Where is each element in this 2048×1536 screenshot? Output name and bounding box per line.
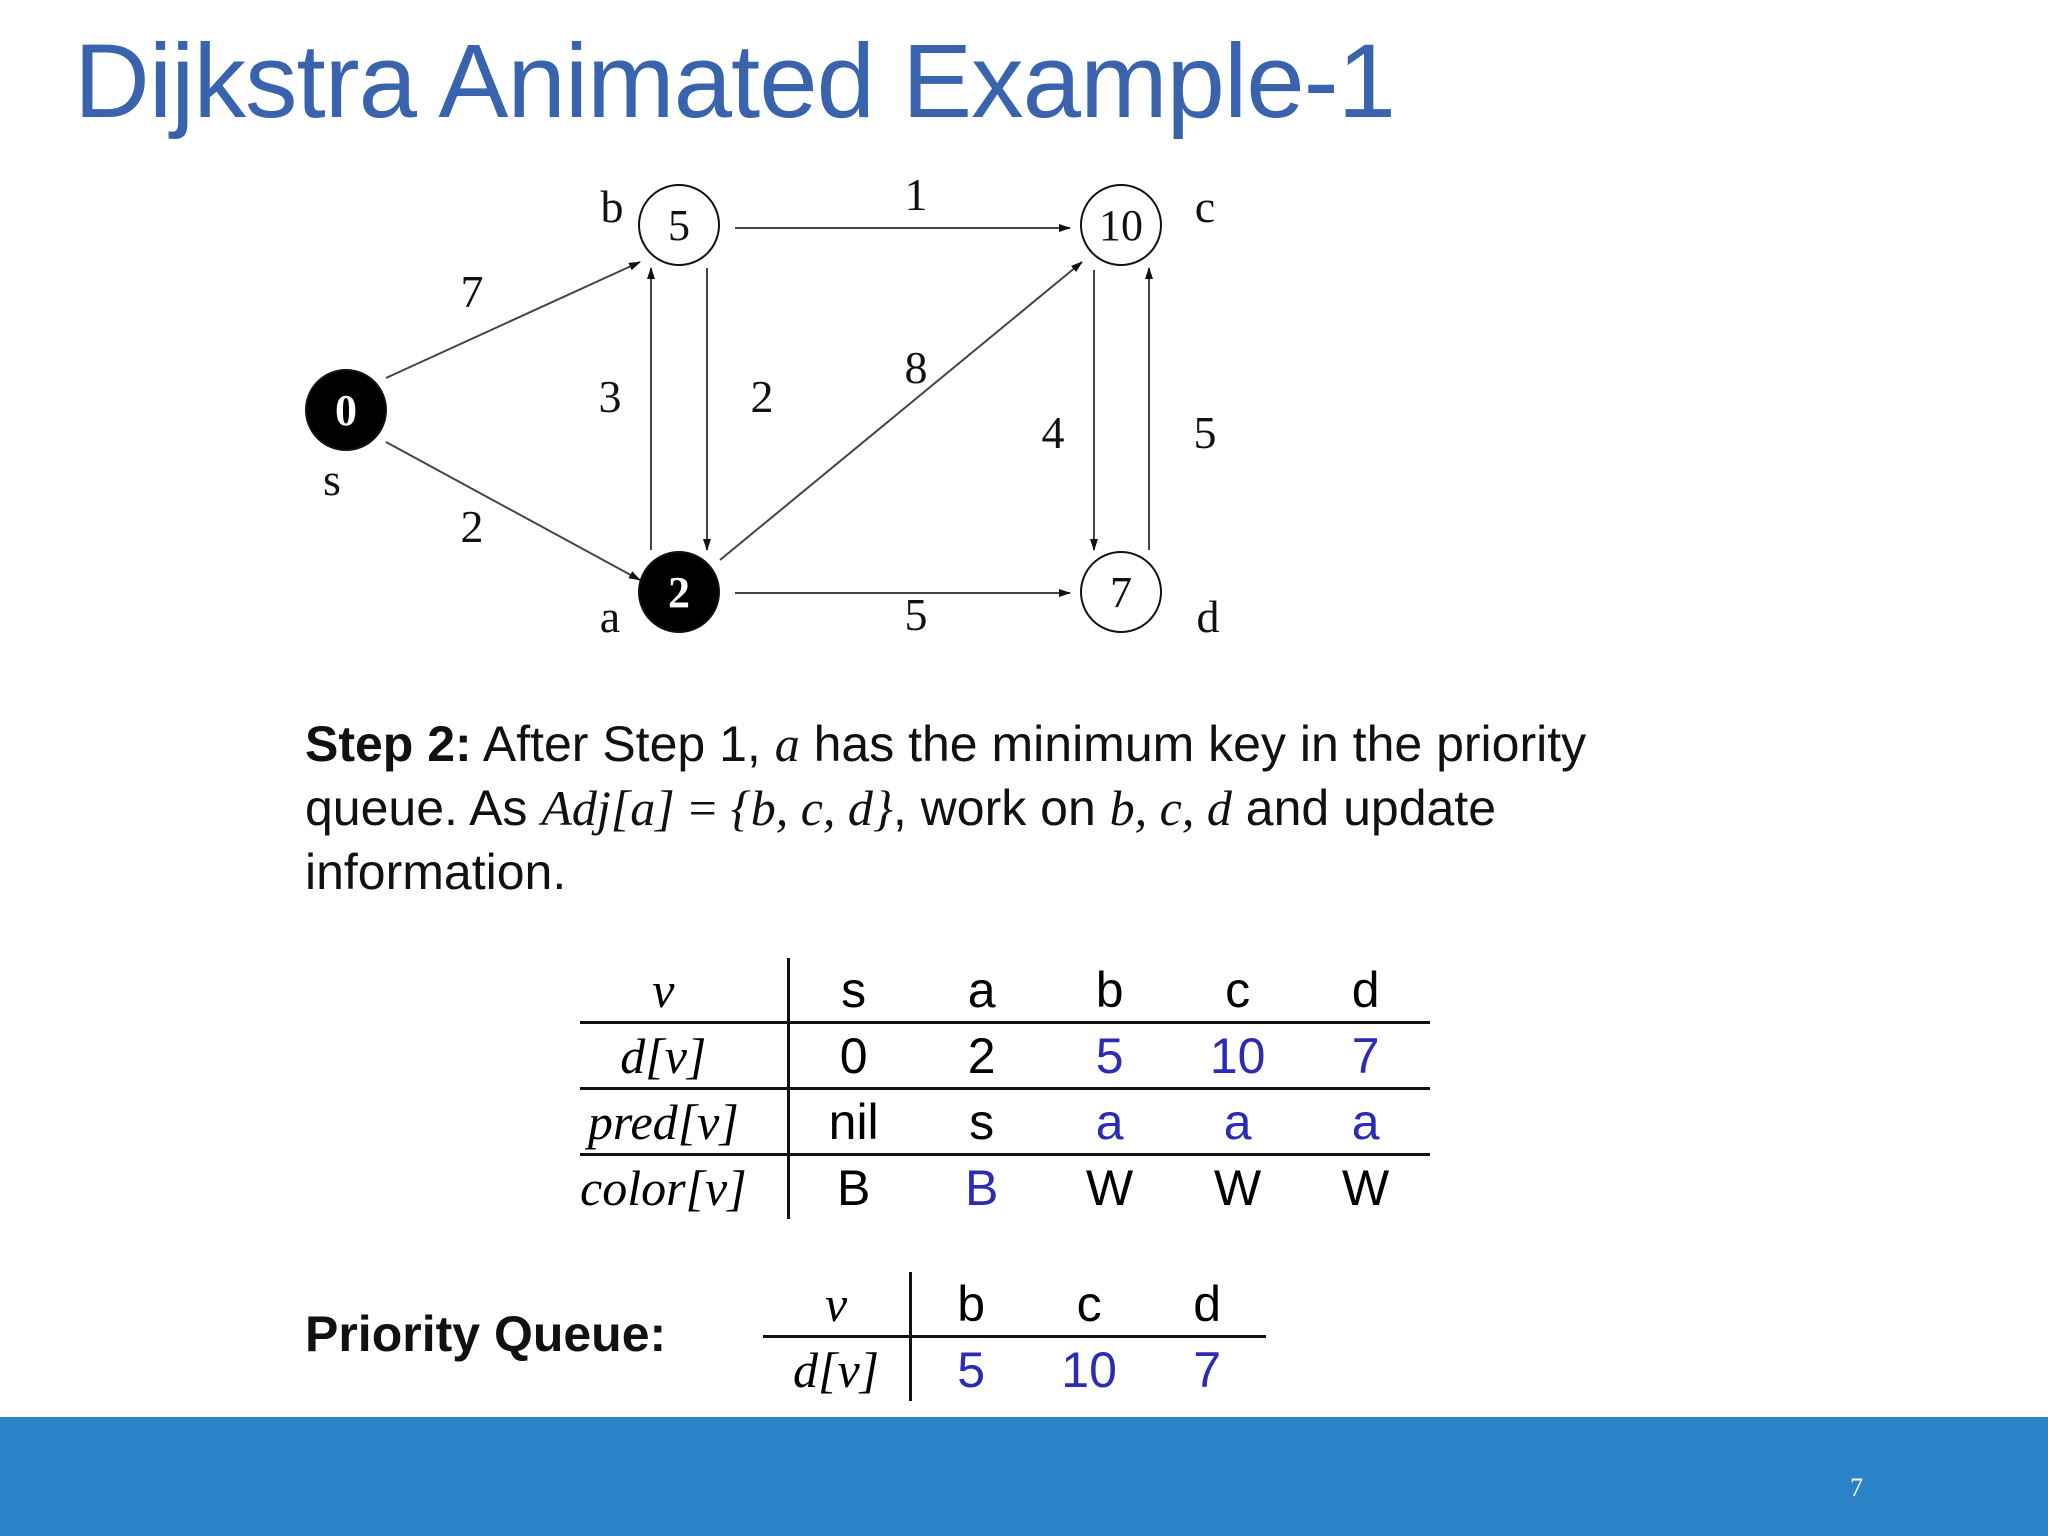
table-cell: 0 <box>788 1023 918 1089</box>
step-text-3: , work on <box>892 780 1096 836</box>
table-cell: B <box>918 1155 1046 1220</box>
table-cell: 2 <box>918 1023 1046 1089</box>
table-cell: nil <box>788 1089 918 1155</box>
table-cell: s <box>918 1089 1046 1155</box>
table-cell: W <box>1174 1155 1302 1220</box>
pq-row-label: d[v] <box>763 1337 911 1402</box>
edge-weight-b-a: 2 <box>750 371 774 422</box>
table-cell: 7 <box>1302 1023 1430 1089</box>
table-column-header: c <box>1225 961 1251 1018</box>
step-adj: Adj[a] <box>541 780 675 836</box>
table-cell: a <box>1302 1089 1430 1155</box>
pq-column-header: d <box>1193 1275 1222 1332</box>
node-label-c: c <box>1194 181 1216 232</box>
edge-weight-d-c: 5 <box>1193 407 1217 458</box>
table-column-header: b <box>1095 961 1124 1018</box>
pq-value-cell: 7 <box>1148 1337 1266 1402</box>
node-value-a: 2 <box>668 568 690 617</box>
edge-weight-b-c: 1 <box>904 169 928 220</box>
table-cell: 5 <box>1046 1023 1174 1089</box>
table-column-header: s <box>841 961 867 1018</box>
edge-weight-a-c: 8 <box>904 342 928 393</box>
step-text-4: and update information. <box>305 780 1497 900</box>
table-column-header: a <box>967 961 996 1018</box>
step-eq: = <box>688 780 717 836</box>
node-label-a: a <box>599 591 621 642</box>
node-value-b: 5 <box>668 201 690 250</box>
pq-value-cell: 10 <box>1030 1337 1148 1402</box>
step-var-a: a <box>774 716 800 772</box>
page-number: 7 <box>1850 1473 1863 1502</box>
edge-weight-a-b: 3 <box>598 371 622 422</box>
table-row-label: d[v] <box>580 1023 788 1089</box>
edge-weight-s-a: 2 <box>460 501 484 552</box>
footer-bar <box>0 1417 2048 1536</box>
table-cell: a <box>1174 1089 1302 1155</box>
step-description <box>305 712 1745 904</box>
step-label: Step 2: <box>305 716 472 772</box>
page-title: Dijkstra Animated Example-1 <box>74 23 1396 140</box>
table-cell: 10 <box>1174 1023 1302 1089</box>
pq-column-header: c <box>1076 1275 1102 1332</box>
table-row <box>580 1089 1430 1155</box>
edge-s-b <box>386 262 640 378</box>
node-value-d: 7 <box>1110 568 1132 617</box>
table-cell: W <box>1046 1155 1174 1220</box>
pq-header-row <box>763 1272 1266 1337</box>
node-value-s: 0 <box>335 386 357 435</box>
pq-value-row <box>763 1337 1266 1402</box>
node-label-d: d <box>1196 591 1220 642</box>
priority-queue-table <box>763 1272 1266 1401</box>
edge-weight-a-d: 5 <box>904 589 928 640</box>
node-value-c: 10 <box>1099 201 1143 250</box>
table-row <box>580 1155 1430 1220</box>
node-label-b: b <box>600 181 624 232</box>
table-header-label: v <box>580 958 788 1023</box>
table-cell: W <box>1302 1155 1430 1220</box>
state-table <box>580 958 1430 1219</box>
edge-a-c <box>720 262 1082 560</box>
graph-diagram <box>0 0 2048 700</box>
node-label-s: s <box>323 454 341 505</box>
edge-weight-s-b: 7 <box>460 266 484 317</box>
priority-queue-label: Priority Queue: <box>305 1306 667 1362</box>
table-header-row <box>580 958 1430 1023</box>
table-row <box>580 1023 1430 1089</box>
edge-s-a <box>386 442 640 580</box>
table-row-label: color[v] <box>580 1155 788 1220</box>
step-work-vars: b, c, d <box>1109 780 1232 836</box>
step-text-1: After Step 1, <box>482 716 761 772</box>
step-set: {b, c, d} <box>730 780 893 836</box>
pq-column-header: b <box>957 1275 986 1332</box>
table-cell: B <box>788 1155 918 1220</box>
pq-header-label: v <box>763 1272 911 1337</box>
edge-weight-c-d: 4 <box>1041 407 1065 458</box>
step-text-2: has the minimum key in the priority queue. As <box>305 716 1587 836</box>
table-cell: a <box>1046 1089 1174 1155</box>
table-column-header: d <box>1351 961 1380 1018</box>
pq-value-cell: 5 <box>911 1337 1031 1402</box>
table-row-label: pred[v] <box>580 1089 788 1155</box>
